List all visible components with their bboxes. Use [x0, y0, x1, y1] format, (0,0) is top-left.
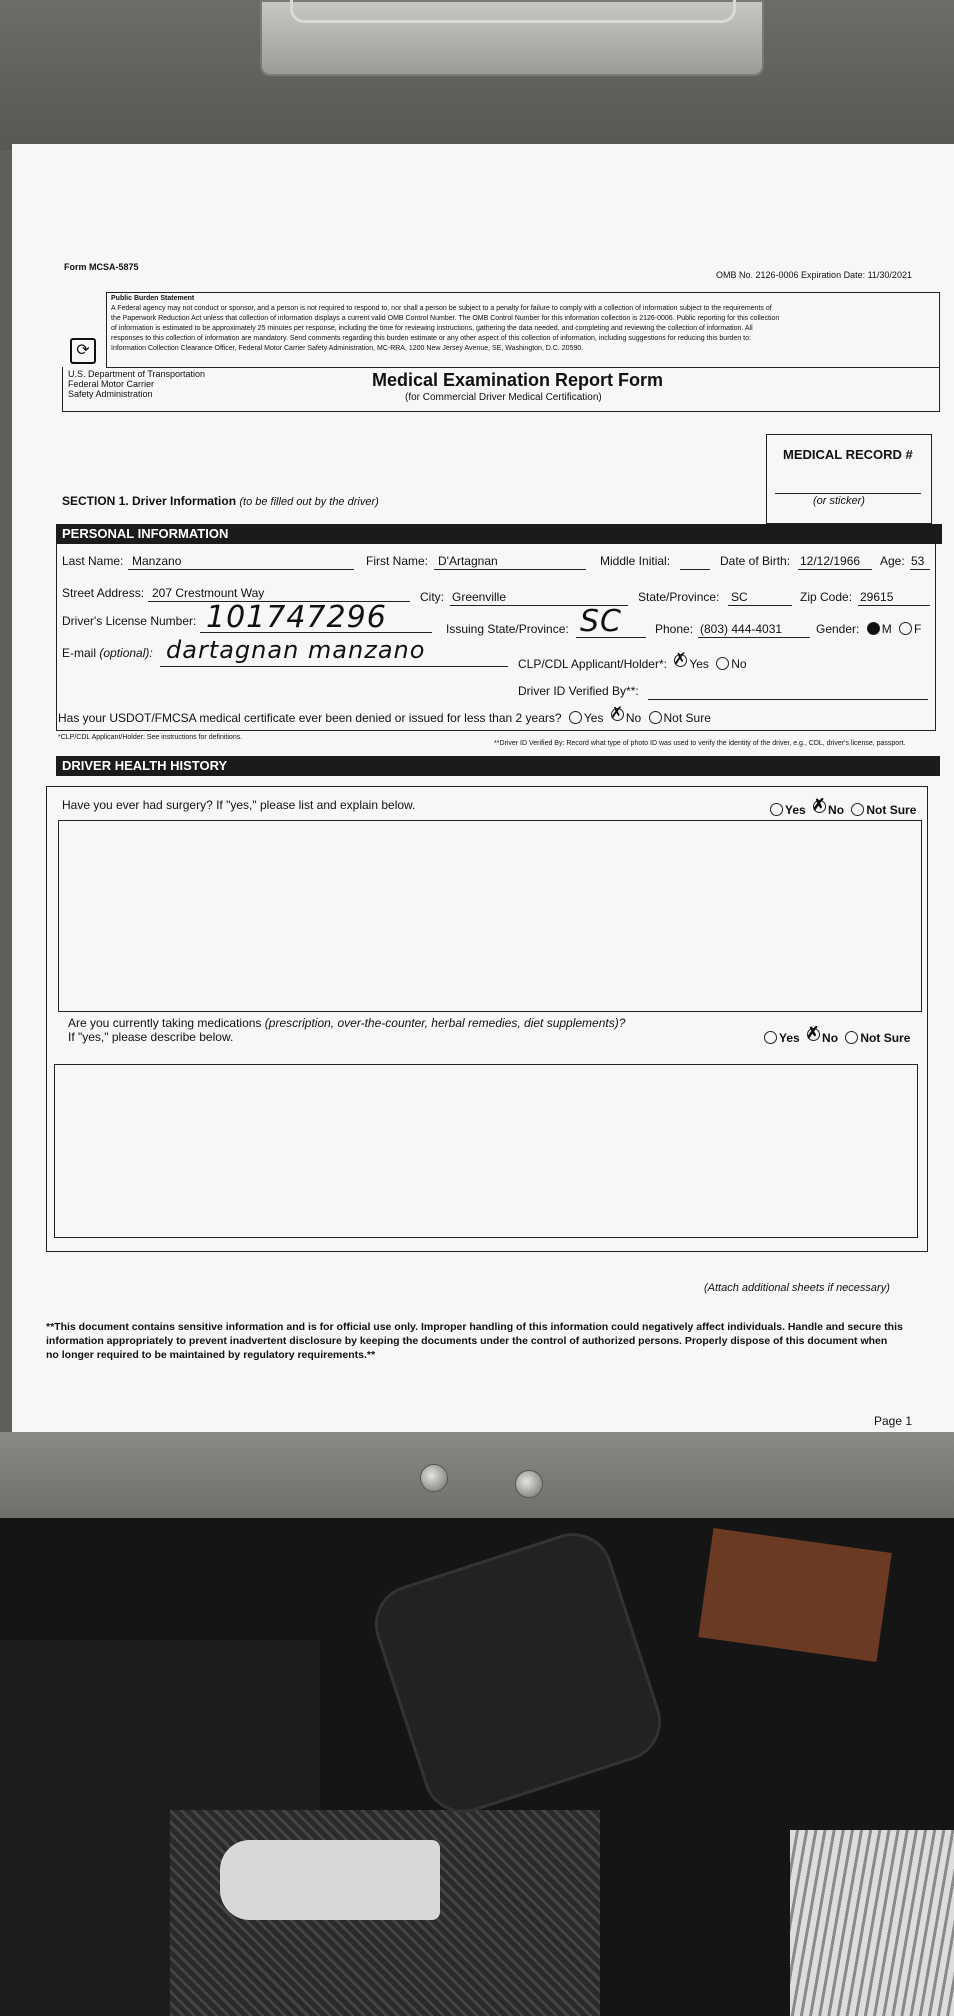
desk-fabric — [790, 1830, 954, 2016]
footnote-right: **Driver ID Verified By: Record what type of photo ID was used to verify the identity of the driver, e.g., CDL, driver's license, passport. — [494, 740, 906, 747]
state-field[interactable] — [728, 605, 792, 606]
rivet-icon — [420, 1464, 448, 1492]
surgery-question: Have you ever had surgery? If "yes," please list and explain below. — [62, 798, 416, 812]
attach-note: (Attach additional sheets if necessary) — [704, 1282, 890, 1294]
zip-field[interactable] — [858, 605, 930, 606]
agency-name: U.S. Department of Transportation Federal Motor Carrier Safety Administration — [68, 369, 206, 399]
form-number: Form MCSA-5875 — [64, 262, 139, 272]
issuing-state-value: SC — [580, 604, 622, 639]
last-name-field[interactable] — [128, 569, 354, 570]
burden-text: A Federal agency may not conduct or sponsor, and a person is not required to respond to, nor shall a person be subject to a penalty for failure to comply with a collection of information subject to the requirements of the Paperwork Reduction Act unless that collection of information displays a current valid OMB Control Number. The OMB Control Number for this information collection is 2126-0006. Public reporting for this collection of information is estimated to be approximately 25 minutes per response, including the time for reviewing instructions, gathering the data needed, and completing and reviewing the collection of information. All responses to this collection of information are mandatory. Send comments regarding this burden estimate or any other aspect of this collection of information, including suggestions for reducing this burden to: Information Collection Clearance Officer, Federal Motor Carrier Safety Administration, MC-RRA, 1200 New Jersey Avenue, SE, Washington, D.C. 20590. — [111, 305, 780, 352]
denied-not-sure-radio[interactable] — [649, 711, 662, 724]
surgery-textarea[interactable] — [58, 820, 922, 1012]
rivet-icon — [515, 1470, 543, 1498]
clp-no-radio[interactable] — [716, 657, 729, 670]
phone-field[interactable] — [698, 637, 810, 638]
denied-yes-radio[interactable] — [569, 711, 582, 724]
medications-yes-radio[interactable] — [764, 1031, 777, 1044]
medical-record-field[interactable] — [775, 493, 921, 494]
first-name-label: First Name: — [366, 554, 429, 568]
sticker-label: (or sticker) — [813, 495, 865, 507]
phone-label: Phone: — [655, 622, 694, 636]
gender-group: Gender: M F — [816, 622, 922, 636]
zip-label: Zip Code: — [800, 590, 853, 604]
license-label: Driver's License Number: — [62, 614, 197, 628]
medications-options: Yes ✗ No Not Sure — [760, 1028, 910, 1045]
medications-textarea[interactable] — [54, 1064, 918, 1238]
dob-label: Date of Birth: — [720, 554, 791, 568]
age-label: Age: — [880, 554, 905, 568]
first-name-field[interactable] — [434, 569, 586, 570]
last-name-label: Last Name: — [62, 554, 124, 568]
personal-info-header: PERSONAL INFORMATION — [56, 524, 942, 544]
clipboard-clip-wire — [290, 0, 736, 23]
section1-heading: SECTION 1. Driver Information (to be filled out by the driver) — [62, 494, 379, 508]
footnote-left: *CLP/CDL Applicant/Holder: See instructions for definitions. — [58, 734, 243, 741]
clipboard-bottom — [0, 1432, 954, 1522]
desk-bottle — [220, 1840, 440, 1920]
medications-question: Are you currently taking medications (prescription, over-the-counter, herbal remedies, diet supplements)? — [68, 1016, 626, 1030]
middle-initial-label: Middle Initial: — [600, 554, 671, 568]
medical-record-label: MEDICAL RECORD # — [783, 447, 913, 462]
confidential-notice: **This document contains sensitive information and is for official use only. Improper handling of this information could negatively affect individuals. Handle and secure this information appropriately to prevent inadvertent disclosure by keeping the documents under the control of authorized persons. Properly dispose of this document when no longer required to be maintained by regulatory requirements.** — [46, 1321, 903, 1361]
first-name-value: D'Artagnan — [438, 554, 498, 568]
phone-value: (803) 444-4031 — [700, 622, 783, 636]
dob-field[interactable] — [798, 569, 872, 570]
surgery-options: Yes ✗ No Not Sure — [766, 800, 916, 817]
verified-field[interactable] — [648, 699, 928, 700]
denied-no-radio[interactable] — [611, 708, 624, 721]
zip-value: 29615 — [860, 590, 894, 604]
surgery-no-radio[interactable] — [813, 800, 826, 813]
burden-title: Public Burden Statement — [111, 295, 195, 302]
state-value: SC — [731, 590, 748, 604]
medical-record-box — [766, 434, 932, 524]
health-history-header: DRIVER HEALTH HISTORY — [56, 756, 940, 776]
clp-group: CLP/CDL Applicant/Holder*: ✗ Yes No — [518, 654, 747, 671]
issuing-state-label: Issuing State/Province: — [446, 622, 569, 636]
surgery-not-sure-radio[interactable] — [851, 803, 864, 816]
medications-not-sure-radio[interactable] — [845, 1031, 858, 1044]
city-value: Greenville — [452, 590, 507, 604]
form-subtitle: (for Commercial Driver Medical Certification) — [405, 392, 602, 403]
gender-f-radio[interactable] — [899, 622, 912, 635]
burden-statement-box — [106, 292, 940, 368]
street-value: 207 Crestmount Way — [152, 586, 265, 600]
medications-line2: If "yes," please describe below. — [68, 1030, 234, 1044]
email-field[interactable] — [160, 666, 508, 667]
surgery-yes-radio[interactable] — [770, 803, 783, 816]
clp-yes-radio[interactable] — [674, 654, 687, 667]
omb-number: OMB No. 2126-0006 Expiration Date: 11/30/2021 — [716, 270, 912, 280]
last-name-value: Manzano — [132, 554, 182, 568]
state-label: State/Province: — [638, 590, 720, 604]
page-number: Page 1 — [874, 1414, 913, 1428]
gender-m-radio[interactable] — [867, 622, 880, 635]
dot-logo-icon: ⟳ — [70, 338, 96, 364]
medications-no-radio[interactable] — [807, 1028, 820, 1041]
license-value: 101747296 — [206, 600, 387, 635]
middle-initial-field[interactable] — [680, 569, 710, 570]
age-value: 53 — [911, 554, 925, 568]
city-label: City: — [420, 590, 444, 604]
denied-group: Has your USDOT/FMCSA medical certificate ever been denied or issued for less than 2 years? Yes ✗ No Not Sure — [58, 708, 711, 725]
street-label: Street Address: — [62, 586, 145, 600]
dob-value: 12/12/1966 — [800, 554, 861, 568]
form-title: Medical Examination Report Form — [372, 370, 664, 390]
verified-label: Driver ID Verified By**: — [518, 684, 639, 698]
email-value: dartagnan manzano — [166, 636, 426, 664]
age-field[interactable] — [910, 569, 930, 570]
email-label: E-mail (optional): — [62, 646, 153, 660]
